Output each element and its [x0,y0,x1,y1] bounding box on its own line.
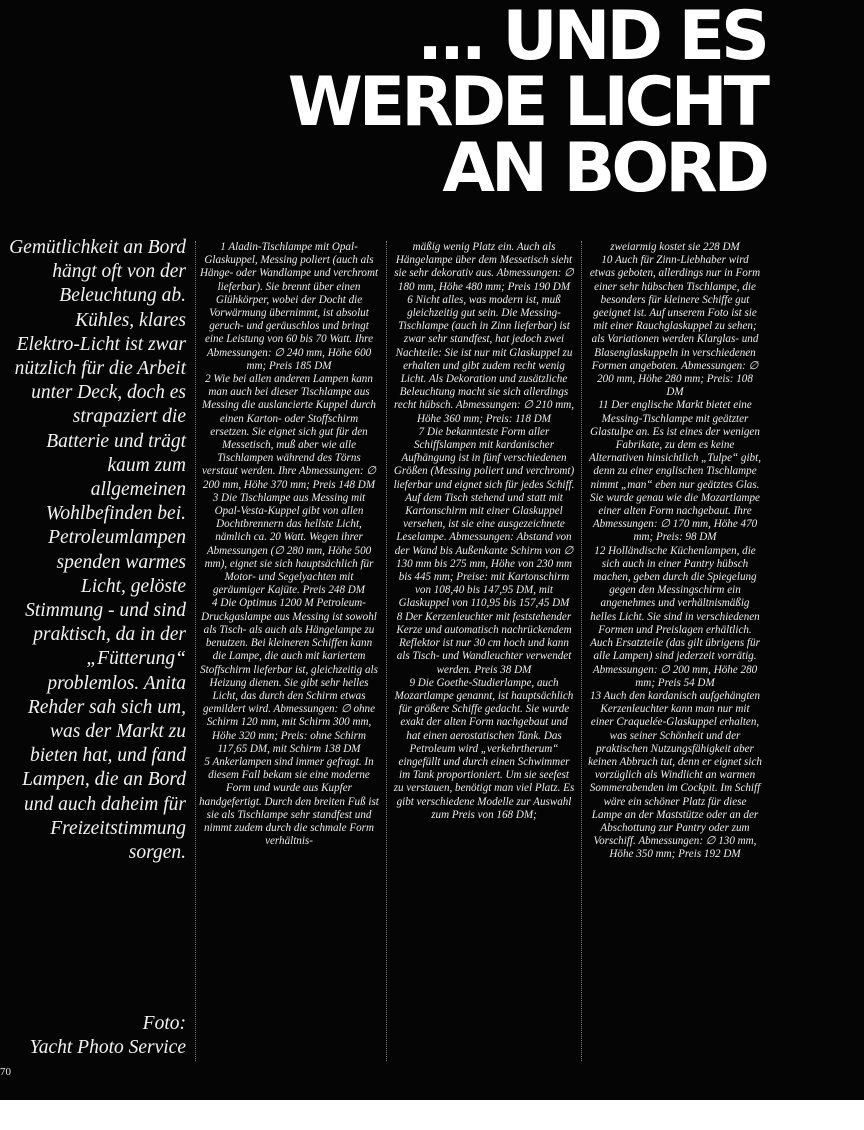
paragraph: 3 Die Tischlampe aus Messing mit Opal-Vesta-Kuppel gibt von allen Dochtbrennern das hellste Licht, nämlich ca. 20 Watt. Wegen ihrer Abmessungen (∅ 280 mm, Höhe 500 mm), eignet sie sich hauptsächlich für Motor- und Segelyachten mit geräumiger Kajüte. Preis 248 DM [204,491,374,597]
photo-credit [8,1012,186,1060]
text-column-2 [393,241,575,1063]
paragraph: 4 Die Optimus 1200 M Petroleum-Druckgaslampe aus Messing ist sowohl als Tisch- als auch als Hängelampe zu benutzen. Bei kleineren Schiffen kann die Lampe, die auch mit kariertem Stoffschirm lieferbar ist, gleichzeitig als Heizung dienen. Sie gibt sehr helles Licht, das durch den Schirm etwas gemildert wird. Abmessungen: ∅ ohne Schirm 120 mm, mit Schirm 300 mm, Höhe 320 mm; Preis: ohne Schirm 117,65 DM, mit Schirm 138 DM [200,597,378,755]
paragraph: mäßig wenig Platz ein. Auch als Hängelampe über dem Messetisch sieht sie sehr dekorativ aus. Abmessungen: ∅ 180 mm, Höhe 480 mm; Preis 190 DM [394,241,574,293]
paragraph: 7 Die bekannteste Form aller Schiffslampen mit kardanischer Aufhängung ist in fünf verschiedenen Größen (Messing poliert und verchromt) lieferbar und eignet sich für jedes Schiff. Auf dem Tisch stehend und statt mit Kartonschirm mit einer Glaskuppel versehen, ist sie eine ausgezeichnete Leselampe. Abmessungen: Abstand von der Wand bis Außenkante Schirm von ∅ 130 mm bis 275 mm, Höhe von 230 mm bis 445 mm; Preise: mit Kartonschirm von 108,40 bis 147,95 DM, mit Glaskuppel von 110,95 bis 157,45 DM [393,425,575,610]
paragraph: 2 Wie bei allen anderen Lampen kann man auch bei dieser Tischlampe aus Messing die auslancierte Kuppel durch einen Karton- oder Stoffschirm ersetzen. Sie eignet sich gut für den Messetisch, muß aber wie alle Tischlampen während des Törns verstaut werden. Ihre Abmessungen: ∅ 200 mm, Höhe 370 mm; Preis 148 DM [201,373,377,491]
photo-credit-source: Yacht Photo Service [29,1037,186,1058]
paragraph: 1 Aladin-Tischlampe mit Opal-Glaskuppel, Messing poliert (auch als Hänge- oder Wandlampe und verchromt lieferbar). Sie brennt über einen Glühkörper, wobei der Docht die Vorwärmung übernimmt, ist absolut geruch- und geräuschlos und bringt eine Leistung von 60 bis 70 Watt. Ihre Abmessungen: ∅ 240 mm, Höhe 600 mm; Preis 185 DM [199,241,379,372]
paragraph: 5 Ankerlampen sind immer gefragt. In diesem Fall bekam sie eine moderne Form und wurde aus Kupfer handgefertigt. Durch den breiten Fuß ist sie als Tischlampe sehr standfest und nimmt zudem durch die schmale Form verhältnis- [199,755,379,848]
paragraph: 13 Auch den kardanisch aufgehängten Kerzenleuchter kann man nur mit einer Craquelée-Glaskuppel erhalten, was seiner Schönheit und der praktischen Nutzungsfähigkeit aber keinen Abbruch tut, denn er eignet sich vorzüglich als Windlicht an warmen Sommerabenden im Cockpit. Im Schiff wäre ein schöner Platz für diese Lampe an der Maststütze oder an der Abschottung zur Pantry oder zum Vorschiff. Abmessungen: ∅ 130 mm, Höhe 350 mm; Preis 192 DM [588,689,762,861]
paragraph: 11 Der englische Markt bietet eine Messing-Tischlampe mit geätzter Glastulpe an. Es ist eines der wenigen Fabrikate, zu dem es keine Alternativen hinsichtlich „Tulpe“ gibt, denn zu einer englischen Tischlampe nimmt „man“ eben nur geätztes Glas. Sie wurde genau wie die Mozartlampe einer alten Form nachgebaut. Ihre Abmessungen: ∅ 170 mm, Höhe 470 mm; Preis: 98 DM [589,399,761,544]
column-divider [386,241,388,1061]
text-column-1 [199,241,379,1063]
headline-line-2: WERDE LICHT [287,63,766,142]
headline-line-1: ... UND ES [417,0,766,76]
column-divider [195,241,197,1061]
paragraph: 9 Die Goethe-Studierlampe, auch Mozartlampe genannt, ist hauptsächlich für größere Schiffe gedacht. Sie wurde exakt der alten Form nachgebaut und hat einen aerostatischen Tank. Das Petroleum wird „verkehrtherum“ eingefüllt und durch einen Schwimmer im Tank proportioniert. Um sie seefest zu verstauen, benötigt man viel Platz. Es gibt verschiedene Modelle zur Auswahl zum Preis von 168 DM; [393,676,575,821]
intro-text: Gemütlichkeit an Bord hängt oft von der Beleuchtung ab. Kühles, klares Elektro-Licht ist zwar nützlich für die Arbeit unter Deck, doch es strapaziert die Batterie und trägt kaum zum allgemeinen Wohlbefinden bei. Petroleumlampen spenden warmes Licht, gelöste Stimmung - und sind praktisch, da in der „Fütterung“ problemlos. Anita Rehder sah sich um, was der Markt zu bieten hat, und fand Lampen, die an Bord und auch daheim für Freizeitstimmung sorgen. [9,237,186,864]
text-column-3 [588,241,762,1063]
page-number: 70 [0,1066,11,1078]
headline [287,0,766,208]
paragraph: 6 Nicht alles, was modern ist, muß gleichzeitig gut sein. Die Messing-Tischlampe (auch in Zinn lieferbar) ist zwar sehr standfest, hat jedoch zwei Nachteile: Sie ist nur mit Glaskuppel zu erhalten und gibt zudem recht wenig Licht. Als Dekoration und zusätzliche Beleuchtung macht sie sich allerdings recht hübsch. Abmessungen: ∅ 210 mm, Höhe 360 mm; Preis: 118 DM [393,293,575,425]
paragraph: 12 Holländische Küchenlampen, die sich auch in einer Pantry hübsch machen, geben durch die Spiegelung gegen den Messingschirm ein angenehmes und verhältnismäßig helles Licht. Sie sind in verschiedenen Formen und Preislagen erhältlich. Auch Ersatzteile (das gilt übrigens für alle Lampen) sind jederzeit vorrätig. Abmessungen: ∅ 200 mm, Höhe 280 mm; Preis 54 DM [590,544,760,689]
column-divider [581,241,583,1061]
paragraph: zweiarmig kostet sie 228 DM [610,241,740,253]
headline-line-3: AN BORD [442,129,766,208]
paragraph: 10 Auch für Zinn-Liebhaber wird etwas geboten, allerdings nur in Form einer sehr hübschen Tischlampe, die besonders für kleinere Schiffe gut geeignet ist. Auf unserem Foto ist sie mit einer Rauchglaskuppel zu sehen; als Variationen werden Klarglas- und Blasenglaskuppeln in verschiedenen Formen angeboten. Abmessungen: ∅ 200 mm, Höhe 280 mm; Preis: 108 DM [589,254,761,399]
photo-credit-label: Foto: [142,1013,186,1034]
paragraph: 8 Der Kerzenleuchter mit feststehender Kerze und automatisch nachrückendem Reflektor ist nur 30 cm hoch und kann als Tisch- und Wandleuchter verwendet werden. Preis 38 DM [396,610,572,676]
